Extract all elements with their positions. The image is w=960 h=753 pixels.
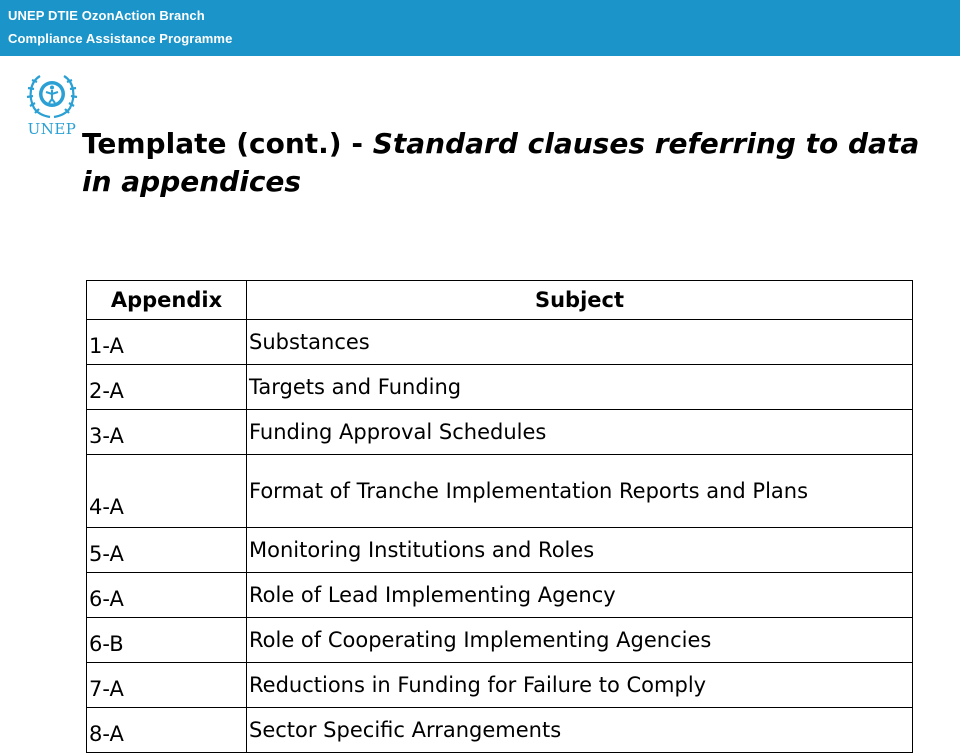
appendix-code: 3-A bbox=[87, 410, 247, 455]
appendix-code: 2-A bbox=[87, 365, 247, 410]
table-row bbox=[87, 320, 913, 365]
table-row bbox=[87, 528, 913, 573]
logo-text: UNEP bbox=[27, 120, 77, 138]
appendix-code: 7-A bbox=[87, 663, 247, 708]
column-header-subject: Subject bbox=[247, 281, 913, 320]
header-programme-name: Compliance Assistance Programme bbox=[8, 31, 233, 46]
un-emblem-icon bbox=[22, 68, 82, 120]
appendix-subject: Reductions in Funding for Failure to Comply bbox=[247, 663, 913, 708]
appendix-subject: Funding Approval Schedules bbox=[247, 410, 913, 455]
header-bar bbox=[0, 0, 960, 56]
appendix-subject: Targets and Funding bbox=[247, 365, 913, 410]
table-row bbox=[87, 663, 913, 708]
table-row bbox=[87, 573, 913, 618]
appendix-subject: Monitoring Institutions and Roles bbox=[247, 528, 913, 573]
page-title bbox=[82, 125, 952, 201]
appendix-subject: Substances bbox=[247, 320, 913, 365]
table-row bbox=[87, 410, 913, 455]
appendix-code: 6-B bbox=[87, 618, 247, 663]
appendix-code: 8-A bbox=[87, 708, 247, 753]
appendix-subject: Role of Cooperating Implementing Agencies bbox=[247, 618, 913, 663]
table-row bbox=[87, 708, 913, 753]
table-row bbox=[87, 365, 913, 410]
table-row bbox=[87, 618, 913, 663]
unep-logo bbox=[22, 68, 82, 150]
appendix-code: 5-A bbox=[87, 528, 247, 573]
title-plain: Template (cont.) - bbox=[82, 127, 373, 160]
appendix-table bbox=[86, 280, 913, 753]
appendix-code: 4-A bbox=[87, 455, 247, 528]
appendix-code: 6-A bbox=[87, 573, 247, 618]
appendix-subject: Format of Tranche Implementation Reports and Plans bbox=[247, 455, 913, 528]
header-org-name: UNEP DTIE OzonAction Branch bbox=[8, 8, 205, 23]
appendix-subject: Sector Specific Arrangements bbox=[247, 708, 913, 753]
appendix-subject: Role of Lead Implementing Agency bbox=[247, 573, 913, 618]
title-italic: Standard clauses referring to data in appendices bbox=[82, 127, 920, 198]
appendix-code: 1-A bbox=[87, 320, 247, 365]
table-header-row bbox=[87, 281, 913, 320]
table-row bbox=[87, 455, 913, 528]
column-header-appendix: Appendix bbox=[87, 281, 247, 320]
